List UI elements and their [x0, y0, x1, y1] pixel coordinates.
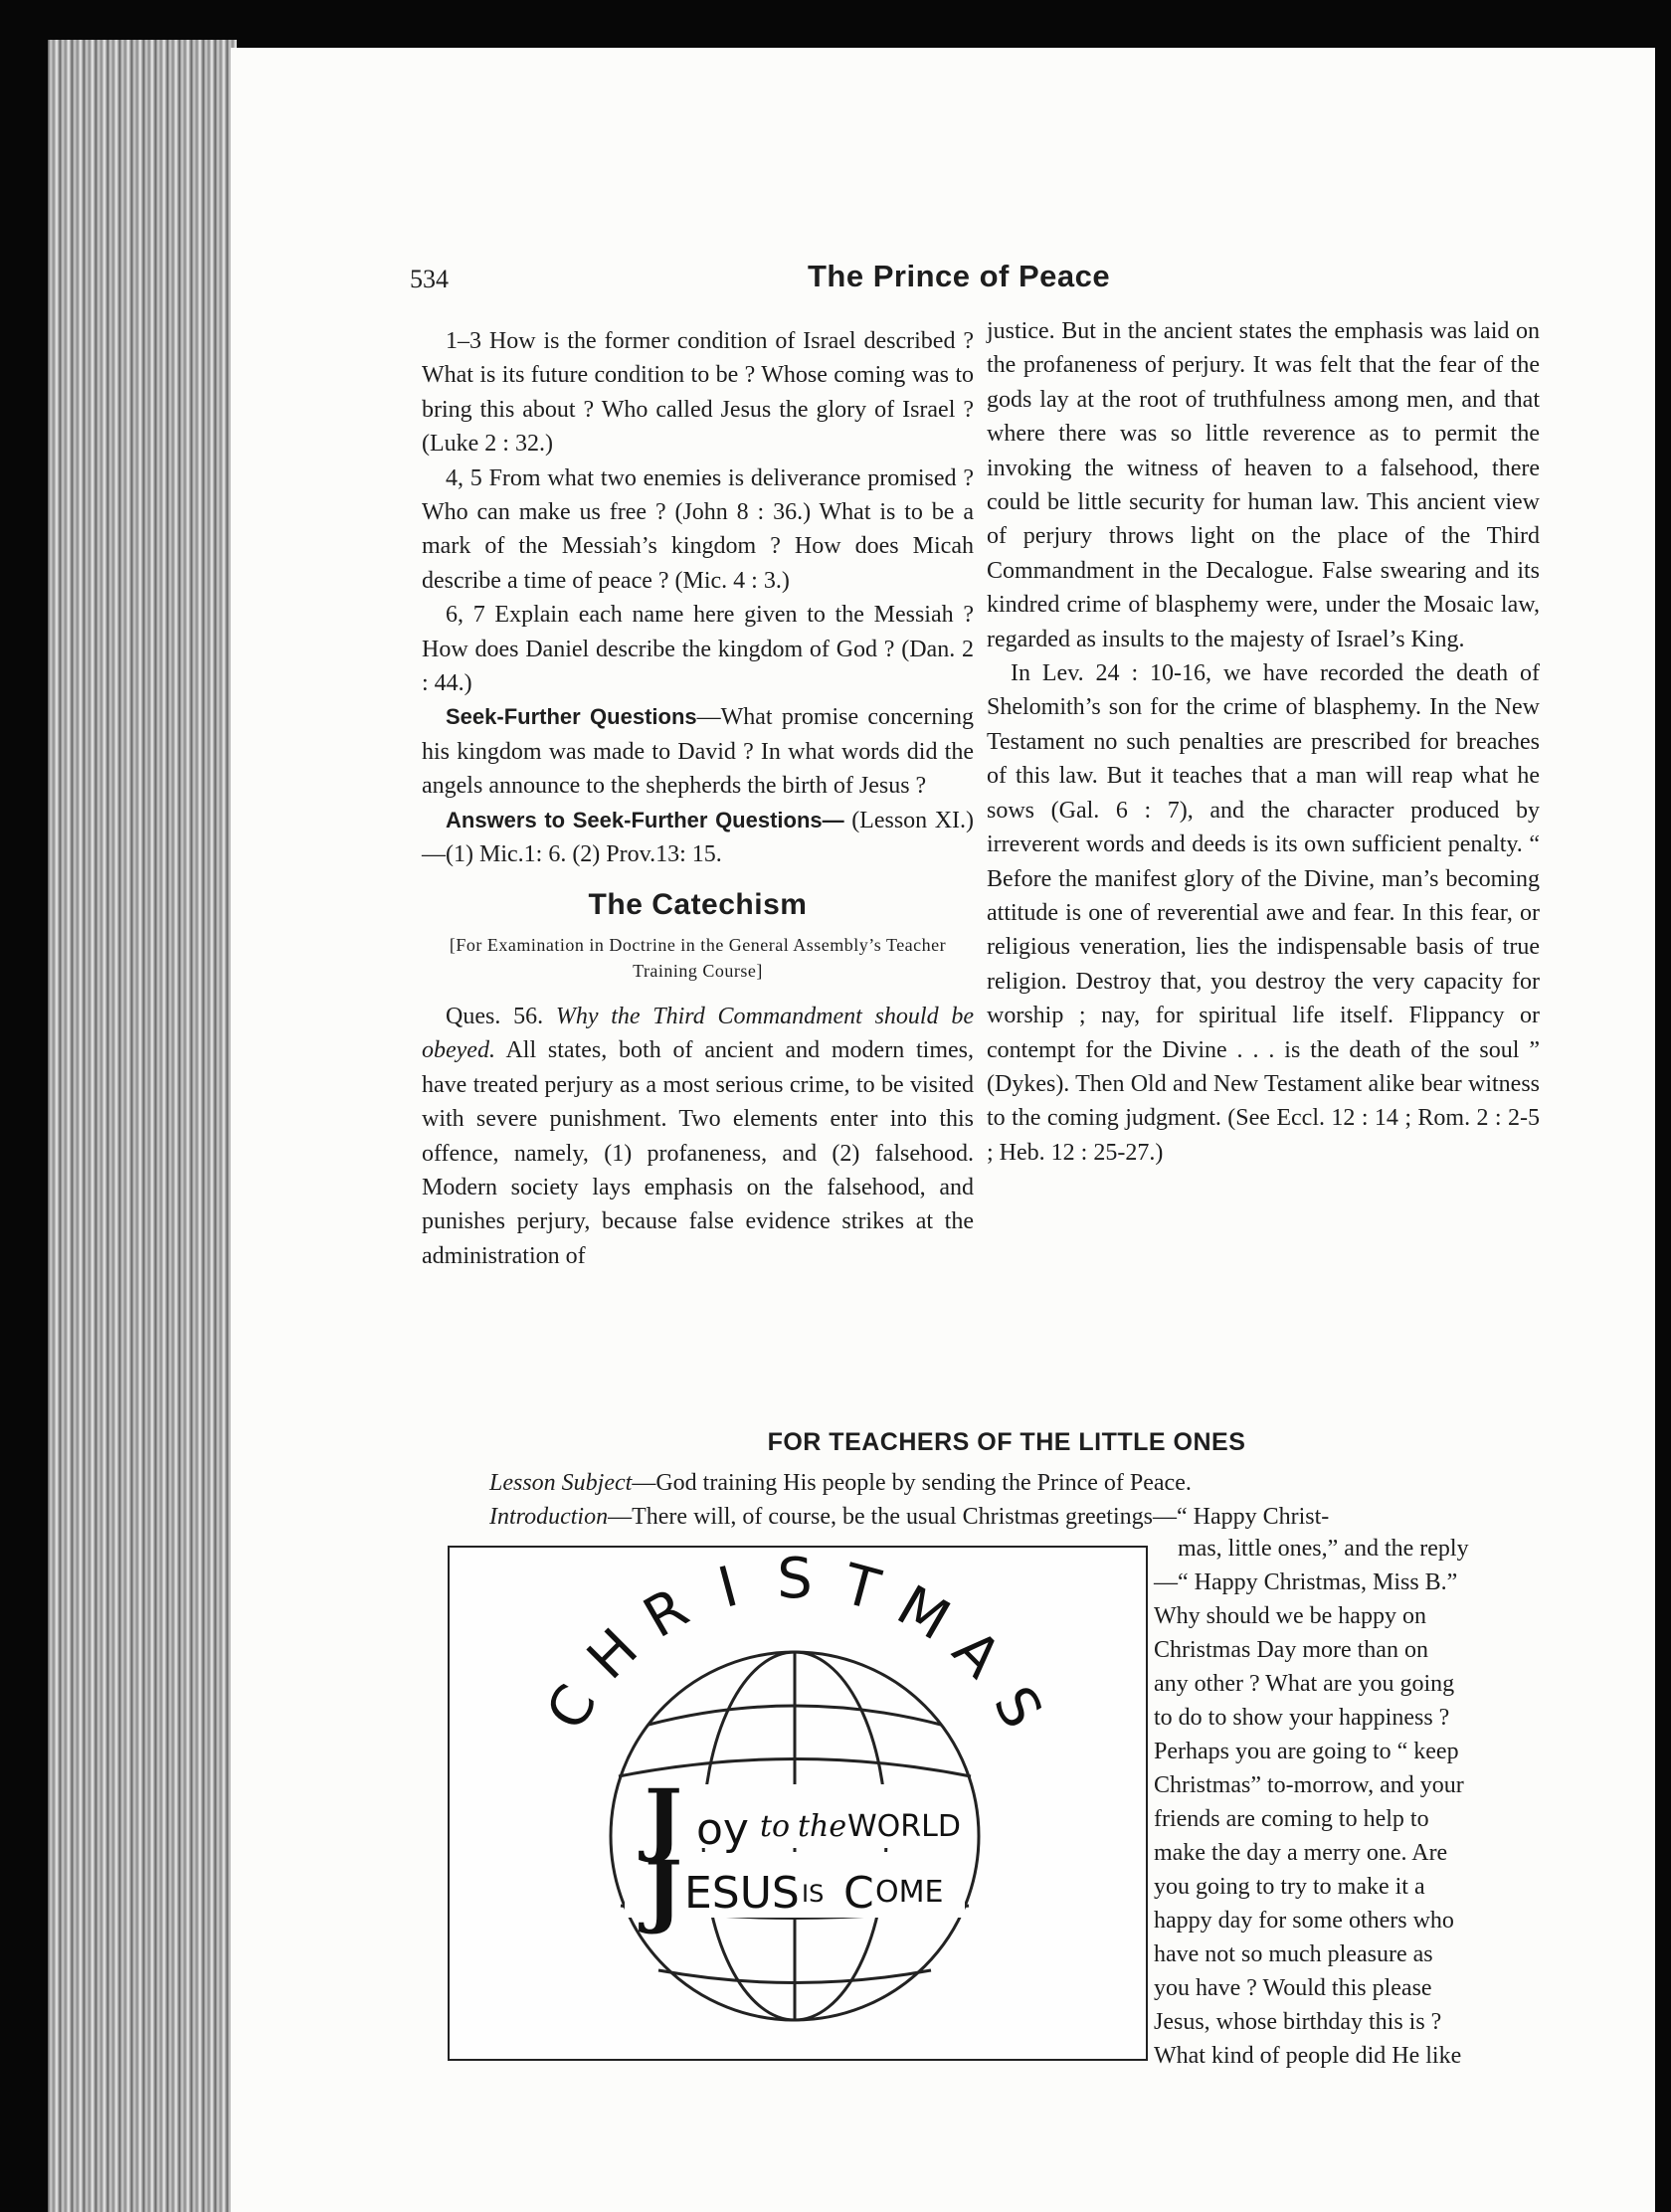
christmas-letter: S: [777, 1548, 813, 1611]
running-head: The Prince of Peace: [808, 259, 1111, 293]
answers-text: (Lesson XI.)—(1) Mic.1: 6. (2) Prov.13: 15.: [422, 807, 975, 868]
left-column: [422, 324, 974, 1273]
right-paragraph-2: In Lev. 24 : 10-16, we have recorded the death of Shelomith’s son for the crime of blasphemy. In the New Testament no such penalties are prescribed for breaches of this law. But it teaches that a man will reap what he sows (Gal. 6 : 7), and the character produced by irreverent words and deeds is its own sufficient penalty. “ Before the manifest glory of the Divine, man’s becoming attitude is one of reverential awe and fear. In this fear, or religious veneration, lies the indispensable basis of true religion. Destroy that, you destroy the very capacity for worship ; nay, for spiritual life itself. Flippancy or contempt for the Divine . . . is the death of the soul ” (Dykes). Then Old and New Testament alike bear witness to the coming judgment. (See Eccl. 12 : 14 ; Rom. 2 : 2-5 ; Heb. 12 : 25-27.): [987, 660, 1540, 1166]
wrap-line: mas, little ones,” and the reply: [1178, 1536, 1469, 1562]
joy-rest: oy: [696, 1804, 749, 1855]
catechism-paragraph: [422, 1000, 974, 1273]
seek-further-label: Seek-Further Questions: [446, 704, 697, 730]
introduction-line: [489, 1500, 1329, 1534]
to-word: to: [760, 1809, 791, 1844]
christmas-letter: R: [633, 1575, 699, 1652]
christmas-letter: H: [575, 1616, 651, 1693]
question-paragraph-3: 6, 7 Explain each name here given to the Messiah ? How does Daniel describe the kingdom of God ? (Dan. 2 : 44.): [422, 602, 974, 697]
joy-initial: J: [645, 1771, 682, 1865]
question-paragraph-1: 1–3 How is the former condition of Israel described ? What is its future condition to be ? Whose coming was to bring this about ? Who called Jesus the glory of Israel ? (Luke 2 : 32.): [422, 328, 974, 458]
catechism-note: [For Examination in Doctrine in the General Assembly’s Teacher Training Course]: [449, 934, 947, 981]
wrap-line: Why should we be happy on: [1154, 1603, 1426, 1629]
book-page-edges: [48, 40, 237, 2212]
lesson-subject-line: [489, 1466, 1192, 1500]
jesus-rest: ESUS: [684, 1868, 800, 1919]
the-word: the: [798, 1809, 847, 1844]
come-rest: OME: [875, 1875, 944, 1910]
right-column: [987, 314, 1540, 1170]
book-page: [231, 48, 1655, 2212]
wrap-line: What kind of people did He like: [1154, 2043, 1462, 2069]
wrap-line: happy day for some others who: [1154, 1908, 1454, 1934]
wrap-line: friends are coming to help to: [1154, 1806, 1429, 1832]
wrap-line: —“ Happy Christmas, Miss B.”: [1154, 1569, 1458, 1595]
wrap-line: make the day a merry one. Are: [1154, 1840, 1448, 1866]
right-paragraph-1: justice. But in the ancient states the emphasis was laid on the profaneness of perjury. It was felt that the fear of the gods lay at the root of truthfulness among men, and that where there was so little reverence as to permit the invoking the witness of heaven to a falsehood, there could be little security for human law. This ancient view of perjury throws light on the place of the Third Commandment in the Decalogue. False swearing and its kindred crime of blasphemy were, under the Mosaic law, regarded as insults to the majesty of Israel’s King.: [987, 318, 1540, 652]
answers-paragraph: [422, 804, 974, 872]
answers-label: Answers to Seek-Further Questions—: [446, 807, 844, 832]
question-number: Ques. 56.: [446, 1003, 544, 1029]
wrap-line: Jesus, whose birthday this is ?: [1154, 2009, 1442, 2035]
wrap-line: to do to show your happiness ?: [1154, 1705, 1450, 1731]
lesson-subject-label: Lesson Subject: [489, 1470, 633, 1496]
wrap-line: any other ? What are you going: [1154, 1671, 1455, 1697]
question-title: Why the Third Commandment should be obeyed.: [422, 1003, 974, 1064]
world-word: WORLD: [847, 1809, 961, 1844]
christmas-letter: S: [980, 1676, 1054, 1740]
jesus-initial: J: [645, 1843, 682, 1936]
wrap-line: you have ? Would this please: [1154, 1975, 1432, 2001]
wrap-line: Perhaps you are going to “ keep: [1154, 1739, 1459, 1764]
introduction-text: —There will, of course, be the usual Christmas greetings—“ Happy Christ-: [608, 1504, 1330, 1530]
little-ones-heading: FOR TEACHERS OF THE LITTLE ONES: [767, 1428, 1246, 1456]
christmas-illustration: [448, 1546, 1148, 2061]
wrap-line: Christmas” to-morrow, and your: [1154, 1772, 1464, 1798]
catechism-heading: The Catechism: [588, 887, 808, 921]
seek-further-text: —What promise concerning his kingdom was made to David ? In what words did the angels announce to the shepherds the birth of Jesus ?: [422, 704, 974, 800]
wrap-line: have not so much pleasure as: [1154, 1941, 1433, 1967]
wrap-line: you going to try to make it a: [1154, 1874, 1425, 1900]
globe-drawing: [450, 1548, 1146, 2059]
christmas-letter: A: [940, 1617, 1014, 1691]
is-word: IS: [802, 1880, 825, 1908]
introduction-label: Introduction: [489, 1504, 609, 1530]
christmas-letter: C: [534, 1674, 611, 1741]
christmas-letter: T: [836, 1552, 886, 1624]
page-number: 534: [410, 265, 449, 293]
little-ones-wrap-text: [1154, 1532, 1542, 2073]
lesson-subject-text: —God training His people by sending the Prince of Peace.: [632, 1470, 1192, 1496]
question-text: All states, both of ancient and modern times, have treated perjury as a most serious crime, to be visited with severe punishment. Two elements enter into this offence, namely, (1) profaneness, and (2) falsehood. Modern society lays emphasis on the falsehood, and punishes perjury, because false evidence strikes at the administration of: [422, 1037, 974, 1269]
seek-further-paragraph: [422, 700, 974, 803]
christmas-letter: I: [711, 1554, 745, 1621]
wrap-line: Christmas Day more than on: [1154, 1637, 1428, 1663]
question-paragraph-2: 4, 5 From what two enemies is deliverance promised ? Who can make us free ? (John 8 : 36.) What is to be a mark of the Messiah’s kingdom ? How does Micah describe a time of peace ? (Mic. 4 : 3.): [422, 464, 974, 594]
christmas-letter: M: [886, 1572, 961, 1654]
come-initial: C: [843, 1868, 874, 1919]
